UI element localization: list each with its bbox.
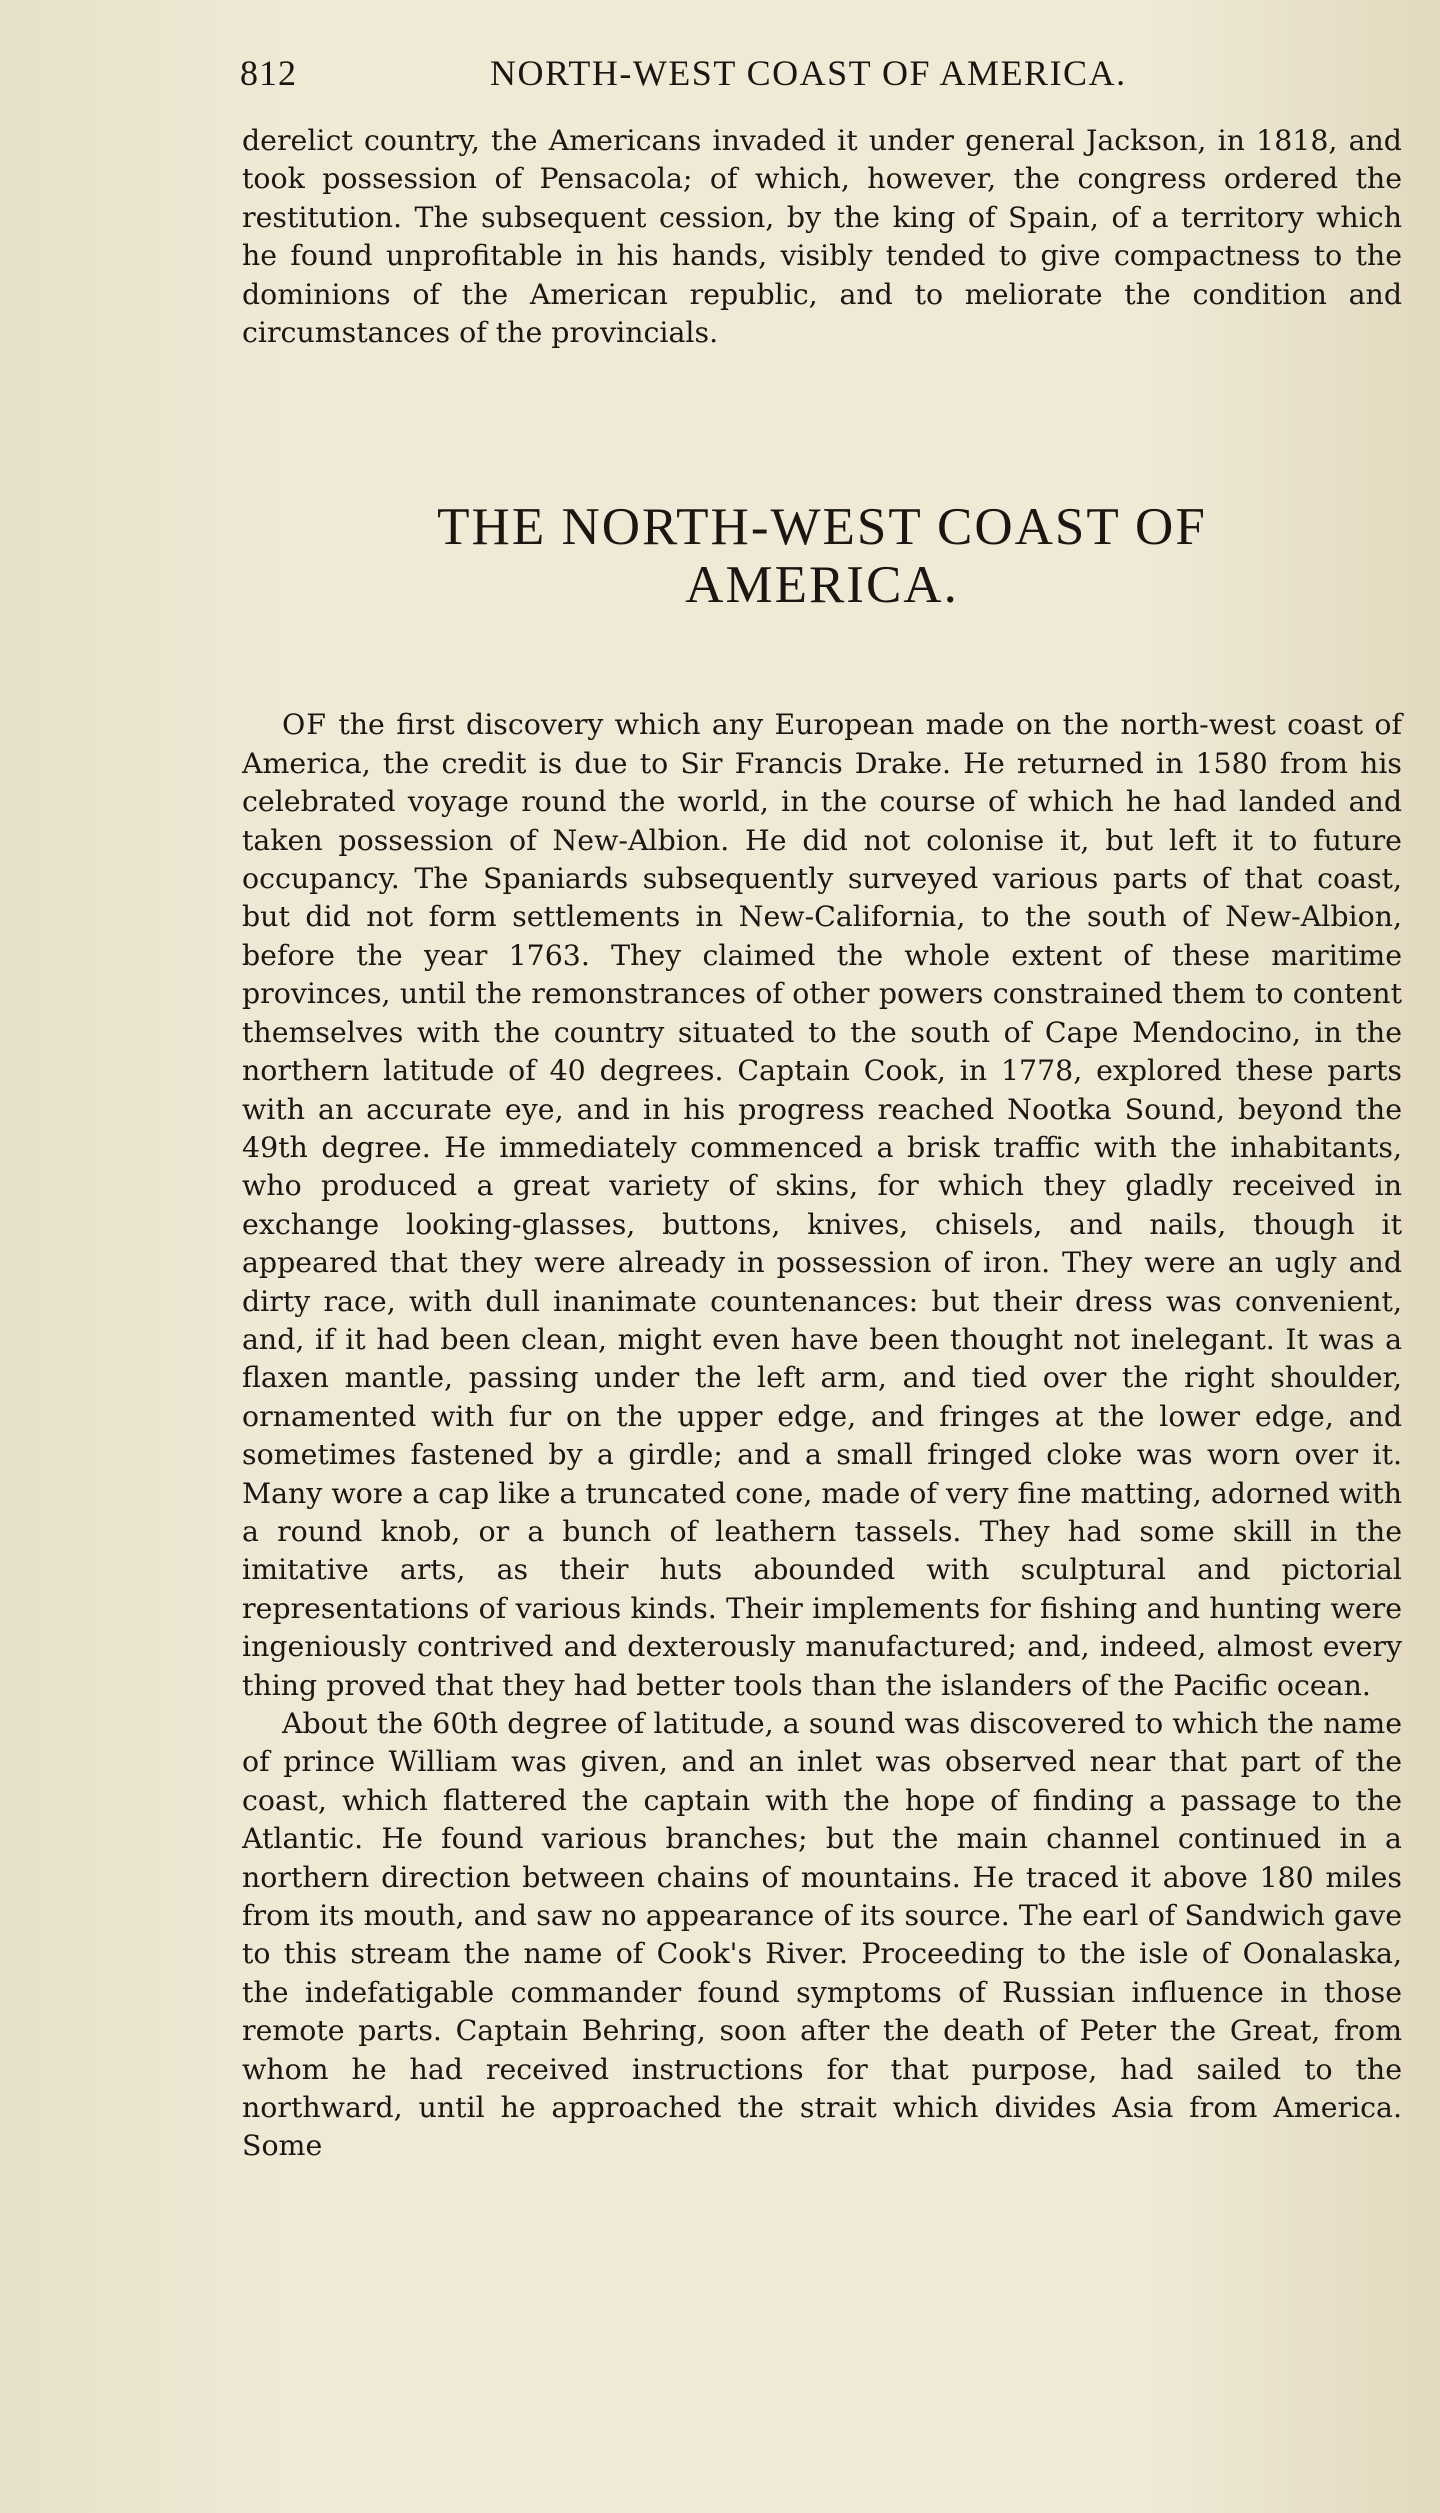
section-title: [242, 498, 1402, 614]
paragraph-2: About the 60th degree of latitude, a sound was discovered to which the name of prince William was given, and an inlet was observed near that part of the coast, which flattered the captain with the hope of finding a passage to the Atlantic. He found various branches; but the main channel continued in a northern direction between chains of mountains. He traced it above 180 miles from its mouth, and saw no appearance of its source. The earl of Sandwich gave to this stream the name of Cook's River. Proceeding to the isle of Oonalaska, the indefatigable commander found symptoms of Russian influence in those remote parts. Captain Behring, soon after the death of Peter the Great, from whom he had received instructions for that purpose, had sailed to the northward, until he approached the strait which divides Asia from America. Some: [242, 1707, 1402, 2163]
paragraph-1-opening-word: OF: [282, 708, 327, 742]
section-title-line-1: THE NORTH-WEST COAST OF: [437, 498, 1207, 557]
paragraph-1-text: the first discovery which any European made on the north-west coast of America, the credit is due to Sir Francis Drake. He returned in 1580 from his celebrated voyage round the world, in the course of which he had landed and taken possession of New-Albion. He did not colonise it, but left it to future occupancy. The Spaniards subsequently surveyed various parts of that coast, but did not form settlements in New-California, to the south of New-Albion, before the year 1763. They claimed the whole extent of these maritime provinces, until the remonstrances of other powers constrained them to content themselves with the country situated to the south of Cape Mendocino, in the northern latitude of 40 degrees. Captain Cook, in 1778, explored these parts with an accurate eye, and in his progress reached Nootka Sound, beyond the 49th degree. He immediately commenced a brisk traffic with the inhabitants, who produced a great variety of skins, for which they gladly received in exchange looking-glasses, buttons, knives, chisels, and nails, though it appeared that they were already in possession of iron. They were an ugly and dirty race, with dull inanimate countenances: but their dress was convenient, and, if it had been clean, might even have been thought not inelegant. It was a flaxen mantle, passing under the left arm, and tied over the right shoulder, ornamented with fur on the upper edge, and fringes at the lower edge, and sometimes fastened by a girdle; and a small fringed cloke was worn over it. Many wore a cap like a truncated cone, made of very fine matting, adorned with a round knob, or a bunch of leathern tassels. They had some skill in the imitative arts, as their huts abounded with sculptural and pictorial representations of various kinds. Their implements for fishing and hunting were ingeniously contrived and dexterously manufactured; and, indeed, almost every thing proved that they had better tools than the islanders of the Pacific ocean.: [242, 708, 1402, 1702]
page-number: 812: [240, 53, 297, 93]
body-text-block: [242, 706, 1402, 2165]
intro-paragraph: derelict country, the Americans invaded it under general Jackson, in 1818, and took possession of Pensacola; of which, however, the congress ordered the restitution. The subsequent cession, by the king of Spain, of a territory which he found unprofitable in his hands, visibly tended to give compactness to the dominions of the American republic, and to meliorate the condition and circumstances of the provincials.: [242, 124, 1402, 350]
paragraph-1: [242, 706, 1402, 1705]
running-head: NORTH-WEST COAST OF AMERICA.: [490, 53, 1127, 93]
intro-text-block: [242, 122, 1402, 352]
section-title-line-2: AMERICA.: [685, 556, 959, 615]
page-header: [240, 52, 1400, 104]
